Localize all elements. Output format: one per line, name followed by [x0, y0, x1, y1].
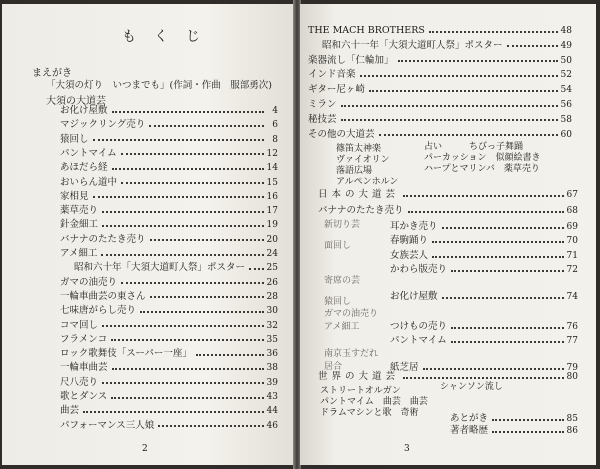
page-ref: 50: [560, 55, 572, 66]
column-item: ガマの油売り: [324, 309, 379, 319]
page-ref: 77: [566, 336, 578, 346]
entry-label: 針金細工: [60, 219, 99, 231]
entry-label: アメ細工: [60, 248, 98, 259]
misc-item: パーカッション 似顔絵書き: [424, 153, 541, 163]
toc-entry: [308, 68, 572, 82]
toc-entry: [390, 320, 578, 334]
entry-label: バナナのたたき売り: [60, 233, 146, 245]
entry-label: お化け屋敷: [60, 105, 108, 116]
entry-label: パフォーマンス三人娘: [60, 419, 155, 431]
page-ref: 46: [266, 420, 278, 431]
column-item: 寄席の芸: [324, 276, 361, 286]
toc-entry: [60, 404, 278, 418]
entry-label: 家相見: [60, 190, 89, 202]
entry-label: マジックリング売り: [60, 119, 146, 131]
leader-dots: [403, 194, 564, 197]
entry-label: その他の大道芸: [308, 128, 375, 140]
entry-label: パントマイム: [390, 335, 447, 346]
leader-dots: [341, 118, 558, 121]
page-ref: 15: [266, 177, 278, 188]
entry-label: 猿回し: [60, 133, 89, 145]
page-ref: 44: [266, 406, 278, 417]
page-ref: 25: [266, 263, 278, 274]
misc-item: 落語広場: [336, 166, 373, 176]
entry-label: 女族芸人: [390, 250, 429, 261]
toc-entry: [60, 319, 278, 333]
leader-dots: [360, 74, 558, 77]
page-ref: 4: [272, 106, 278, 116]
entry-label: ギター尼ヶ崎: [308, 84, 365, 96]
page-ref: 43: [266, 392, 278, 402]
column-item: 猿回し: [324, 297, 352, 307]
page-ref: 71: [566, 251, 578, 261]
intro-heading: まえがき: [32, 68, 72, 79]
entry-label: 薬草売り: [60, 205, 99, 217]
leader-dots: [158, 424, 264, 427]
misc-item: ヴァイオリン: [336, 155, 390, 165]
page-ref: 32: [266, 320, 278, 331]
page-ref: 20: [266, 234, 278, 245]
column-item: 面回し: [324, 241, 352, 251]
entry-label: 紙芝居: [390, 362, 419, 373]
leader-dots: [492, 430, 564, 433]
entry-label: あとがき: [450, 413, 489, 424]
leader-dots: [379, 133, 558, 136]
column-item: 居合: [324, 362, 343, 372]
toc-entry: [390, 234, 578, 248]
entry-label: 春駒踊り: [390, 235, 429, 246]
page-ref: 28: [266, 291, 278, 302]
toc-entry: [390, 220, 578, 234]
page-ref: 16: [266, 191, 278, 202]
misc-item: パントマイム 曲芸 曲芸: [320, 397, 428, 407]
toc-entry: [60, 247, 278, 261]
entry-label: フラメンコ: [60, 333, 108, 345]
leader-dots: [121, 152, 264, 155]
toc-entry: [60, 304, 278, 318]
toc-entry: [60, 347, 278, 361]
leader-dots: [451, 269, 564, 272]
page-ref: 30: [266, 306, 278, 317]
leader-dots: [112, 167, 264, 170]
right-page: [300, 4, 596, 465]
leader-dots: [196, 353, 264, 356]
entry-label: 曲芸: [60, 405, 80, 417]
page-ref: 68: [566, 206, 578, 216]
page-ref: 79: [566, 363, 578, 373]
leader-dots: [249, 267, 264, 270]
toc-entry: [60, 118, 278, 132]
leader-dots: [140, 310, 264, 313]
column-item: アメ細工: [324, 322, 360, 332]
toc-entry: [60, 190, 278, 204]
misc-item: 篠笛太神楽: [336, 144, 382, 154]
misc3-right-block: [440, 382, 503, 393]
toc-entry: [60, 204, 278, 218]
leader-dots: [150, 238, 264, 241]
page-ref: 58: [560, 114, 572, 125]
misc-item: シャンソン流し: [440, 382, 503, 392]
column-item: 新切り芸: [324, 220, 361, 230]
leader-dots: [149, 124, 264, 127]
page-ref: 60: [560, 129, 572, 140]
leader-dots: [83, 410, 264, 413]
toc-entry: [390, 249, 578, 263]
leader-dots: [102, 210, 264, 213]
leader-dots: [102, 381, 264, 384]
toc-entry: [60, 276, 278, 290]
toc-entry: [318, 204, 578, 218]
toc-entry: [60, 376, 278, 390]
toc-entry: [60, 147, 278, 161]
page-ref: 6: [272, 120, 278, 131]
misc3-left-block: [320, 386, 428, 419]
misc-item: ストリートオルガン: [320, 386, 401, 396]
left-page: [2, 4, 294, 465]
page-ref: 19: [266, 220, 278, 231]
toc-entry: [308, 98, 572, 112]
misc-item: ハープとマリンバ 薬草売り: [424, 164, 540, 174]
toc-entry: [60, 290, 278, 304]
entry-label: 著者略歴: [450, 425, 489, 436]
section3-heading: 世界の大道芸: [318, 371, 400, 382]
leader-dots: [442, 296, 564, 299]
toc-entry: [308, 128, 572, 142]
toc-entry: [60, 361, 278, 375]
toc-entry: [60, 133, 278, 147]
page-ref: 54: [560, 85, 572, 96]
toc-entry: [60, 333, 278, 347]
entry-label: 七味唐がらし売り: [60, 305, 137, 317]
entry-label: かわら版売り: [390, 264, 448, 275]
page-title: もくじ: [122, 29, 218, 45]
page-ref: 76: [566, 322, 578, 332]
entry-label: 昭和六十一年「大須大道町人祭」ポスター: [322, 39, 503, 51]
leader-dots: [403, 376, 564, 379]
page-ref: 39: [266, 377, 278, 388]
leader-dots: [112, 367, 264, 370]
entry-label: ガマの油売り: [60, 276, 118, 288]
leader-dots: [442, 226, 564, 229]
toc-entry: [60, 218, 278, 232]
leader-dots: [341, 104, 558, 107]
leader-dots: [451, 340, 564, 343]
leader-dots: [492, 418, 564, 421]
leader-dots: [121, 181, 264, 184]
misc-item: 占い ちびっ子舞踊: [424, 142, 524, 152]
leader-dots: [408, 210, 564, 213]
page-ref: 67: [566, 190, 578, 200]
leader-dots: [112, 110, 264, 113]
page-ref: 80: [566, 372, 578, 382]
page-ref: 72: [566, 265, 578, 275]
page-ref: 74: [566, 292, 578, 302]
toc-entry: [60, 161, 278, 175]
page-ref: 38: [266, 363, 278, 374]
section2-heading: 日本の大道芸: [318, 189, 400, 200]
column-item: 南京玉すだれ: [324, 349, 379, 359]
page-ref: 36: [266, 349, 278, 360]
leader-dots: [101, 253, 264, 256]
toc-entry: [322, 39, 572, 53]
page-ref: 49: [560, 40, 572, 51]
toc-entry: [60, 390, 278, 404]
page-ref: 69: [566, 222, 578, 232]
page-number: 3: [404, 444, 410, 454]
entry-label: 昭和六十年「大須大道町人祭」ポスター: [74, 262, 246, 274]
toc-entry: [308, 24, 572, 38]
leader-dots: [93, 138, 264, 141]
leader-dots: [111, 338, 264, 341]
toc-entry: [450, 424, 578, 438]
leader-dots: [398, 59, 558, 62]
song-entry: 「大須の灯り いつまでも」(作詞・作曲 服部勇次): [46, 80, 272, 91]
misc-item: ドラムマシンと歌 奇術: [320, 408, 419, 418]
page-ref: 14: [266, 163, 278, 174]
entry-label: あほだら経: [60, 162, 108, 174]
leader-dots: [102, 224, 264, 227]
page-number: 2: [142, 444, 148, 454]
page-ref: 17: [266, 206, 278, 217]
entry-label: つけもの売り: [390, 321, 448, 332]
toc-entry: [390, 263, 578, 277]
page-ref: 86: [566, 426, 578, 436]
entry-label: パントマイム: [60, 147, 117, 159]
entry-label: 尺八売り: [60, 376, 99, 388]
misc-item: アルペンホルン: [336, 177, 399, 187]
page-ref: 8: [272, 134, 278, 145]
entry-label: インド音楽: [308, 69, 356, 81]
page-ref: 24: [266, 249, 278, 259]
page-ref: 26: [266, 277, 278, 288]
page-ref: 12: [266, 148, 278, 159]
leader-dots: [102, 324, 264, 327]
leader-dots: [507, 44, 558, 47]
toc-entry: [390, 290, 578, 304]
leader-dots: [429, 30, 558, 33]
leader-dots: [111, 396, 264, 399]
entry-label: おいらん道中: [60, 176, 118, 188]
section2-row: [318, 188, 578, 202]
toc-entry: [60, 176, 278, 190]
entry-label: 歌とダンス: [60, 391, 108, 402]
leader-dots: [369, 89, 558, 92]
toc-entry: [60, 233, 278, 247]
page-ref: 56: [560, 100, 572, 110]
leader-dots: [451, 326, 564, 329]
entry-label: コマ回し: [60, 319, 99, 331]
toc-entry: [390, 334, 578, 348]
leader-dots: [432, 240, 564, 243]
toc-entry: [308, 83, 572, 97]
entry-label: THE MACH BROTHERS: [308, 25, 425, 36]
page-ref: 85: [566, 414, 578, 424]
entry-label: バナナのたたき売り: [318, 205, 404, 216]
section-heading: 大須の大道芸: [46, 96, 106, 107]
entry-label: 楽器流し「仁輪加」: [308, 54, 394, 66]
page-ref: 35: [266, 334, 278, 345]
page-ref: 48: [560, 26, 572, 36]
leader-dots: [432, 255, 564, 258]
misc-left-block: [336, 144, 398, 188]
leader-dots: [93, 195, 264, 198]
toc-entry: [74, 261, 278, 275]
entry-label: ロック歌舞伎「スーパー一座」: [60, 348, 192, 360]
misc-right-block: [424, 142, 541, 175]
entry-label: 一輪車曲芸の東さん: [60, 290, 146, 302]
page-ref: 52: [560, 70, 572, 81]
leader-dots: [121, 281, 264, 284]
leader-dots: [150, 295, 264, 298]
entry-label: 秘技芸: [308, 113, 337, 125]
toc-entry: [60, 104, 278, 118]
page-ref: 70: [566, 236, 578, 246]
toc-entry: [308, 54, 572, 68]
entry-label: 一輪車曲芸: [60, 362, 108, 374]
entry-label: ミラン: [308, 99, 337, 110]
entry-label: お化け屋敷: [390, 291, 438, 302]
toc-entry: [308, 113, 572, 127]
entry-label: 耳かき売り: [390, 221, 438, 232]
toc-entry: [60, 419, 278, 433]
